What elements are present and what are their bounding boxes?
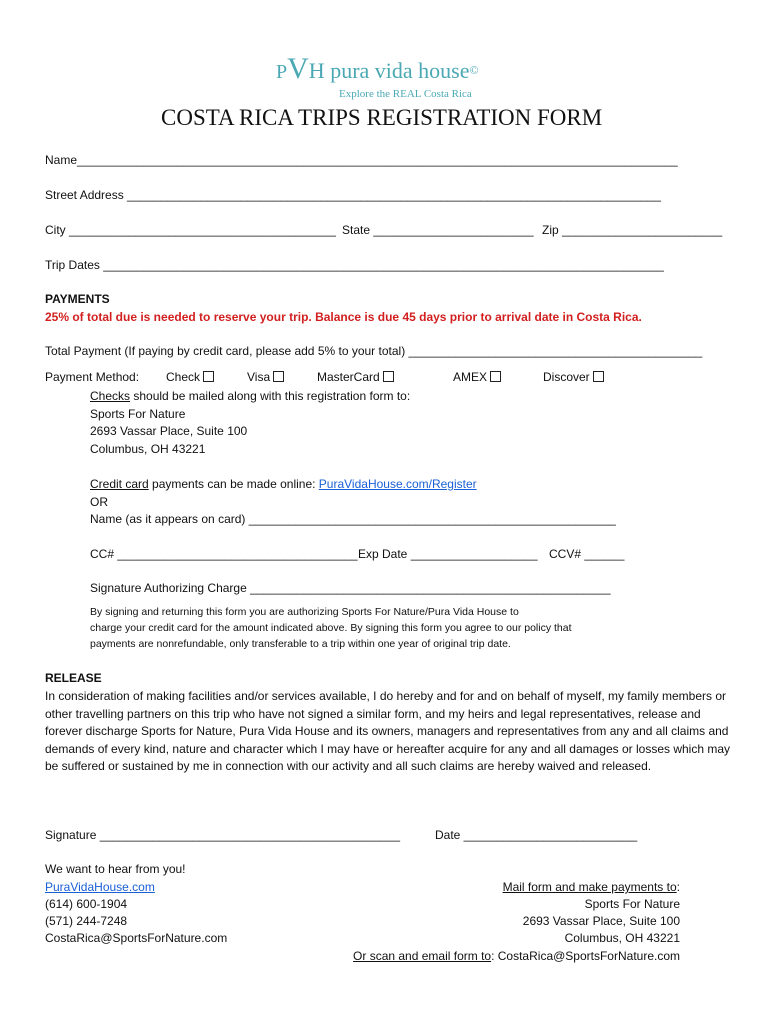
mail-address-line: Sports For Nature — [90, 407, 186, 421]
mail-line: Sports For Nature — [584, 897, 680, 911]
payment-notice: 25% of total due is needed to reserve your trip. Balance is due 45 days prior to arrival date in Costa Rica. — [45, 310, 642, 324]
contact-email: CostaRica@SportsForNature.com — [45, 931, 228, 945]
release-heading: RELEASE — [45, 671, 102, 685]
release-text: In consideration of making facilities and/or services available, I do hereby and for and on behalf of myself, my family members or other travelling partners on this trip who have not signed a similar form, and my heirs and legal representatives, release and forever discharge Sports for Nature, Pura Vida House and its owners, managers and representatives from any and all claims and demands of every kind, nature and character which I may have or hereafter acquire for any and all damages or losses which may be suffered or sustained by me in connection with our activity and all such claims are hereby waived and released. — [45, 689, 731, 773]
trip-dates-field[interactable]: Trip Dates ____________________________________________________________________________________ — [45, 258, 664, 272]
copyright-icon: © — [469, 63, 479, 77]
checkbox-icon[interactable] — [273, 371, 284, 382]
city-field[interactable]: City ________________________________________ — [45, 223, 336, 237]
checks-instructions: Checks should be mailed along with this registration form to: — [90, 389, 411, 403]
logo — [276, 52, 479, 86]
phone-1: (614) 600-1904 — [45, 897, 128, 911]
card-name-field[interactable]: Name (as it appears on card) _______________________________________________________ — [90, 512, 616, 526]
method-amex[interactable]: AMEX — [453, 370, 501, 384]
date-field[interactable]: Date __________________________ — [435, 828, 638, 842]
scan-email-line: Or scan and email form to: CostaRica@SportsForNature.com — [353, 949, 680, 963]
method-visa[interactable]: Visa — [247, 370, 284, 384]
phone-2: (571) 244-7248 — [45, 914, 128, 928]
page-title: COSTA RICA TRIPS REGISTRATION FORM — [161, 105, 603, 130]
checkbox-icon[interactable] — [203, 371, 214, 382]
payment-method-label: Payment Method: — [45, 370, 140, 384]
zip-field[interactable]: Zip ________________________ — [542, 223, 723, 237]
street-address-field[interactable]: Street Address ________________________________________________________________________________ — [45, 188, 661, 202]
mail-address-line: Columbus, OH 43221 — [90, 442, 206, 456]
logo-letter-p: P — [276, 61, 288, 83]
state-field[interactable]: State ________________________ — [342, 223, 534, 237]
method-check[interactable]: Check — [166, 370, 214, 384]
signature-field[interactable]: Signature _____________________________________________ — [45, 828, 401, 842]
checkbox-icon[interactable] — [383, 371, 394, 382]
disclaimer: By signing and returning this form you are authorizing Sports For Nature/Pura Vida House to charge your credit card for the amount indicated above. By signing this form you agree to our policy that payments are nonrefundable, only transferable to a trip within one year of original trip date. — [90, 606, 572, 650]
checkbox-icon[interactable] — [593, 371, 604, 382]
website-link[interactable]: PuraVidaHouse.com — [45, 880, 155, 894]
checkbox-icon[interactable] — [490, 371, 501, 382]
logo-name: pura vida house — [324, 58, 470, 83]
payments-heading: PAYMENTS — [45, 292, 110, 306]
signature-authorizing-field[interactable]: Signature Authorizing Charge ______________________________________________________ — [90, 581, 611, 595]
credit-card-online: Credit card payments can be made online: PuraVidaHouse.com/Register — [90, 477, 477, 491]
logo-letter-v: V — [287, 52, 309, 85]
or-label: OR — [90, 495, 108, 509]
mail-line: 2693 Vassar Place, Suite 100 — [522, 914, 680, 928]
logo-tagline: Explore the REAL Costa Rica — [339, 88, 472, 100]
mail-heading: Mail form and make payments to: — [502, 880, 680, 894]
exp-date-field[interactable]: Exp Date ___________________ — [358, 547, 538, 561]
register-link[interactable]: PuraVidaHouse.com/Register — [318, 477, 477, 491]
ccv-field[interactable]: CCV# ______ — [549, 547, 625, 561]
name-field[interactable]: Name__________________________________________________________________________________________ — [45, 153, 678, 167]
mail-line: Columbus, OH 43221 — [564, 931, 680, 945]
method-mastercard[interactable]: MasterCard — [317, 370, 394, 384]
cc-number-field[interactable]: CC# ____________________________________ — [90, 547, 358, 561]
contact-heading: We want to hear from you! — [45, 862, 186, 876]
total-payment-field[interactable]: Total Payment (If paying by credit card, please add 5% to your total) ____________________________________________ — [45, 344, 703, 358]
mail-address-line: 2693 Vassar Place, Suite 100 — [90, 424, 248, 438]
method-discover[interactable]: Discover — [543, 370, 604, 384]
logo-letter-h: H — [308, 58, 325, 83]
